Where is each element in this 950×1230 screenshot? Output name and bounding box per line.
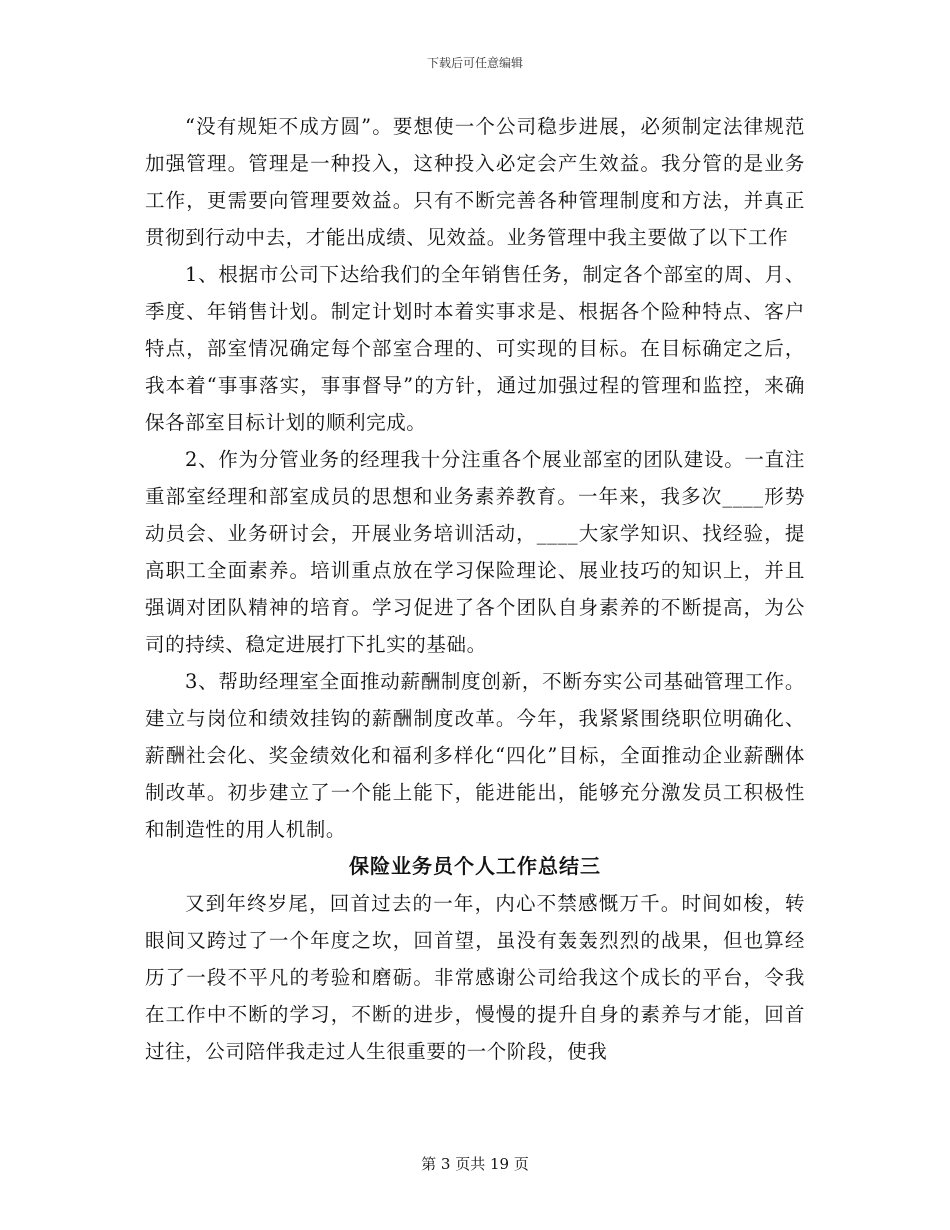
- body-paragraph: 1、根据市公司下达给我们的全年销售任务，制定各个部室的周、月、季度、年销售计划。制定计划时本着实事求是、根据各个险种特点、客户特点，部室情况确定每个部室合理的、可实现的目标。在目标确定之后，我本着“事事落实，事事督导”的方针，通过加强过程的管理和监控，来确保各部室目标计划的顺利完成。: [145, 263, 805, 434]
- document-body: [145, 108, 805, 1070]
- page-header: 下载后可任意编辑: [426, 56, 523, 70]
- body-paragraph: “没有规矩不成方圆”。要想使一个公司稳步进展，必须制定法律规范加强管理。管理是一种投入，这种投入必定会产生效益。我分管的是业务工作，更需要向管理要效益。只有不断完善各种管理制度和方法，并真正贯彻到行动中去，才能出成绩、见效益。业务管理中我主要做了以下工作: [145, 115, 805, 249]
- section-title: 保险业务员个人工作总结三: [349, 854, 601, 878]
- body-paragraph: 2、作为分管业务的经理我十分注重各个展业部室的团队建设。一直注重部室经理和部室成员的思想和业务素养教育。一年来，我多次____形势动员会、业务研讨会，开展业务培训活动，____大家学知识、找经验，提高职工全面素养。培训重点放在学习保险理论、展业技巧的知识上，并且强调对团队精神的培育。学习促进了各个团队自身素养的不断提高，为公司的持续、稳定进展打下扎实的基础。: [145, 448, 805, 656]
- page-number: 第 3 页共 19 页: [421, 1155, 529, 1173]
- body-paragraph: 3、帮助经理室全面推动薪酬制度创新，不断夯实公司基础管理工作。建立与岗位和绩效挂钩的薪酬制度改革。今年，我紧紧围绕职位明确化、薪酬社会化、奖金绩效化和福利多样化“四化”目标，全面推动企业薪酬体制改革。初步建立了一个能上能下，能进能出，能够充分激发员工积极性和制造性的用人机制。: [145, 670, 805, 841]
- body-paragraph: 又到年终岁尾，回首过去的一年，内心不禁感慨万千。时间如梭，转眼间又跨过了一个年度之坎，回首望，虽没有轰轰烈烈的战果，但也算经历了一段不平凡的考验和磨砺。非常感谢公司给我这个成长的平台，令我在工作中不断的学习，不断的进步，慢慢的提升自身的素养与才能，回首过往，公司陪伴我走过人生很重要的一个阶段，使我: [145, 892, 805, 1063]
